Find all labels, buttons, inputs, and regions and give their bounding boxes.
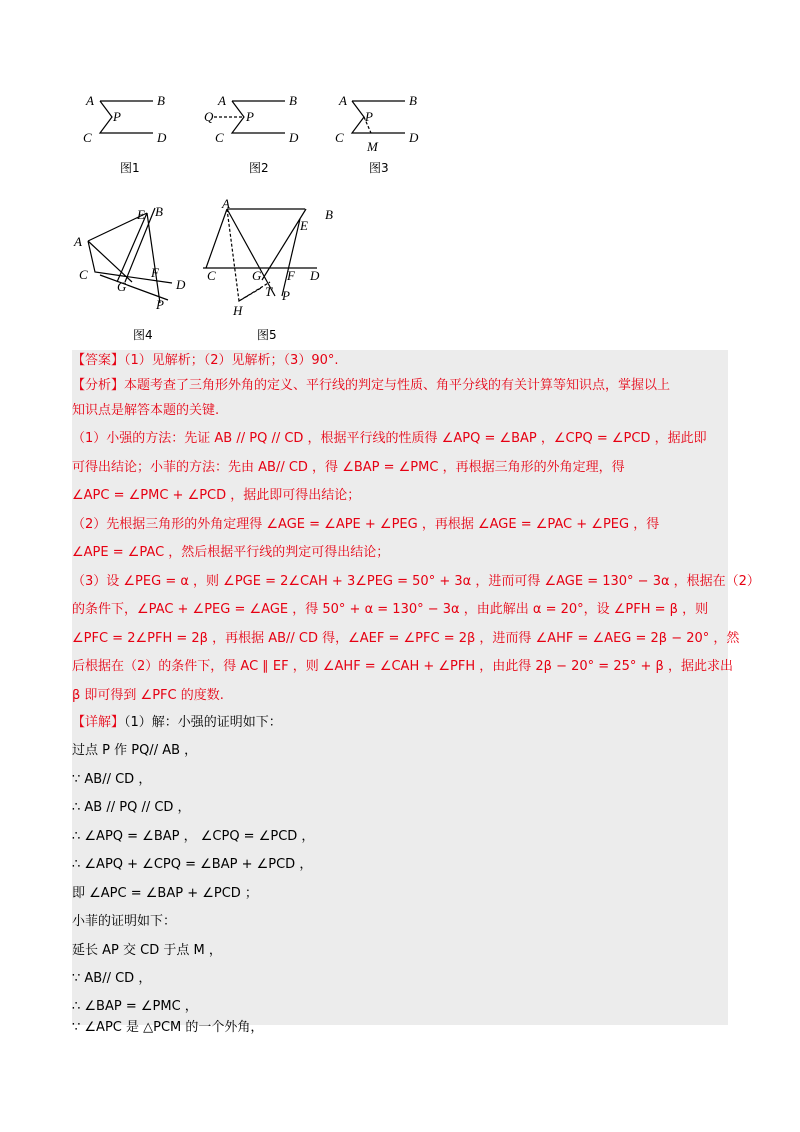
label-e: E	[137, 207, 145, 222]
label-p: P	[365, 109, 373, 124]
label-m: M	[367, 139, 378, 154]
detail-line: ∴ ∠APQ = ∠BAP ， ∠CPQ = ∠PCD ，	[72, 829, 315, 844]
label-d: D	[289, 130, 299, 145]
caption-fig5: 图5	[257, 328, 277, 342]
label-e: E	[300, 218, 308, 233]
label-b: B	[155, 204, 163, 219]
answer-tag: 【答案】	[72, 353, 125, 368]
detail-line: 即 ∠APC = ∠BAP + ∠PCD ；	[72, 886, 258, 901]
detail-line: ∴ ∠BAP = ∠PMC ，	[72, 999, 198, 1014]
detail-line: ∵ ∠APC 是 △PCM 的一个外角，	[72, 1020, 264, 1035]
fig5-dashed	[227, 209, 270, 301]
label-a: A	[86, 93, 94, 108]
label-f: F	[151, 265, 159, 280]
detail-text: （1）解：小强的证明如下：	[124, 715, 282, 730]
label-d: D	[157, 130, 167, 145]
label-b: B	[289, 93, 297, 108]
fig4-lines	[88, 208, 172, 303]
detail-line	[72, 713, 282, 733]
analysis-line: 可得出结论；小菲的方法：先由 AB// CD ，得 ∠BAP = ∠PMC ，再根据三角形的外角定理，得	[72, 460, 625, 475]
analysis-line: ∠PFC = 2∠PFH = 2β ，再根据 AB// CD 得，∠AEF = ∠PFC = 2β ，进而得 ∠AHF = ∠AEG = 2β − 20° ，然	[72, 631, 740, 646]
label-d: D	[310, 268, 320, 283]
label-a: A	[339, 93, 347, 108]
analysis-line: β 即可得到 ∠PFC 的度数.	[72, 688, 224, 703]
detail-line: 小菲的证明如下：	[72, 914, 177, 929]
label-c: C	[79, 267, 88, 282]
label-g: G	[252, 268, 262, 283]
label-p: P	[246, 109, 254, 124]
label-p: P	[156, 297, 164, 312]
label-a: A	[222, 196, 230, 211]
detail-line: ∵ AB// CD ，	[72, 772, 152, 787]
label-c: C	[215, 130, 224, 145]
detail-line: ∴ AB // PQ // CD ，	[72, 800, 191, 815]
fig1-lines	[100, 101, 153, 133]
caption-fig1: 图1	[120, 161, 140, 175]
answer-line	[72, 351, 339, 371]
analysis-line	[72, 376, 670, 396]
detail-line: 过点 P 作 PQ// AB ，	[72, 743, 198, 758]
label-b: B	[325, 207, 333, 222]
label-a: A	[74, 234, 82, 249]
label-c: C	[83, 130, 92, 145]
label-h: H	[233, 303, 243, 318]
analysis-line: ∠APE = ∠PAC ，然后根据平行线的判定可得出结论；	[72, 545, 390, 560]
label-c: C	[335, 130, 344, 145]
label-p: P	[282, 288, 290, 303]
label-q: Q	[204, 109, 214, 124]
caption-fig4: 图4	[133, 328, 153, 342]
analysis-line: 后根据在（2）的条件下，得 AC ∥ EF ，则 ∠AHF = ∠CAH + ∠PFH ，由此得 2β − 20° = 25° + β ，据此求出	[72, 659, 733, 674]
label-c: C	[207, 268, 216, 283]
label-b: B	[157, 93, 165, 108]
detail-line: ∵ AB// CD ，	[72, 971, 152, 986]
label-g: G	[117, 279, 127, 294]
analysis-line: （3）设 ∠PEG = α ，则 ∠PGE = 2∠CAH + 3∠PEG = 50° + 3α ，进而可得 ∠AGE = 130° − 3α ，根据在（2）	[72, 574, 760, 589]
label-d: D	[409, 130, 419, 145]
label-b: B	[409, 93, 417, 108]
fig3-lines	[352, 101, 405, 133]
caption-fig3: 图3	[369, 161, 389, 175]
geometry-figures	[0, 0, 800, 350]
analysis-text: 本题考查了三角形外角的定义、平行线的判定与性质、角平分线的有关计算等知识点，掌握以上	[124, 378, 671, 393]
detail-line: ∴ ∠APQ + ∠CPQ = ∠BAP + ∠PCD ，	[72, 857, 313, 872]
analysis-line: （1）小强的方法：先证 AB // PQ // CD ，根据平行线的性质得 ∠APQ = ∠BAP ，∠CPQ = ∠PCD ，据此即	[72, 431, 707, 446]
label-p: P	[113, 109, 121, 124]
figure-area	[0, 0, 800, 350]
detail-tag: 【详解】	[72, 715, 125, 730]
solution-block	[72, 350, 760, 1035]
detail-line: 延长 AP 交 CD 于点 M ，	[72, 943, 222, 958]
analysis-line: 的条件下，∠PAC + ∠PEG = ∠AGE ，得 50° + α = 130° − 3α ，由此解出 α = 20°，设 ∠PFH = β ，则	[72, 602, 709, 617]
analysis-line: 知识点是解答本题的关键.	[72, 403, 220, 418]
label-d: D	[176, 277, 186, 292]
label-a: A	[218, 93, 226, 108]
answer-text: （1）见解析；（2）见解析；（3）90°.	[124, 353, 339, 368]
analysis-line: ∠APC = ∠PMC + ∠PCD ，据此即可得出结论；	[72, 488, 361, 503]
label-f: F	[287, 268, 295, 283]
caption-fig2: 图2	[249, 161, 269, 175]
label-t: T	[265, 284, 273, 299]
analysis-line: （2）先根据三角形的外角定理得 ∠AGE = ∠APE + ∠PEG ，再根据 ∠AGE = ∠PAC + ∠PEG ，得	[72, 517, 660, 532]
analysis-tag: 【分析】	[72, 378, 125, 393]
